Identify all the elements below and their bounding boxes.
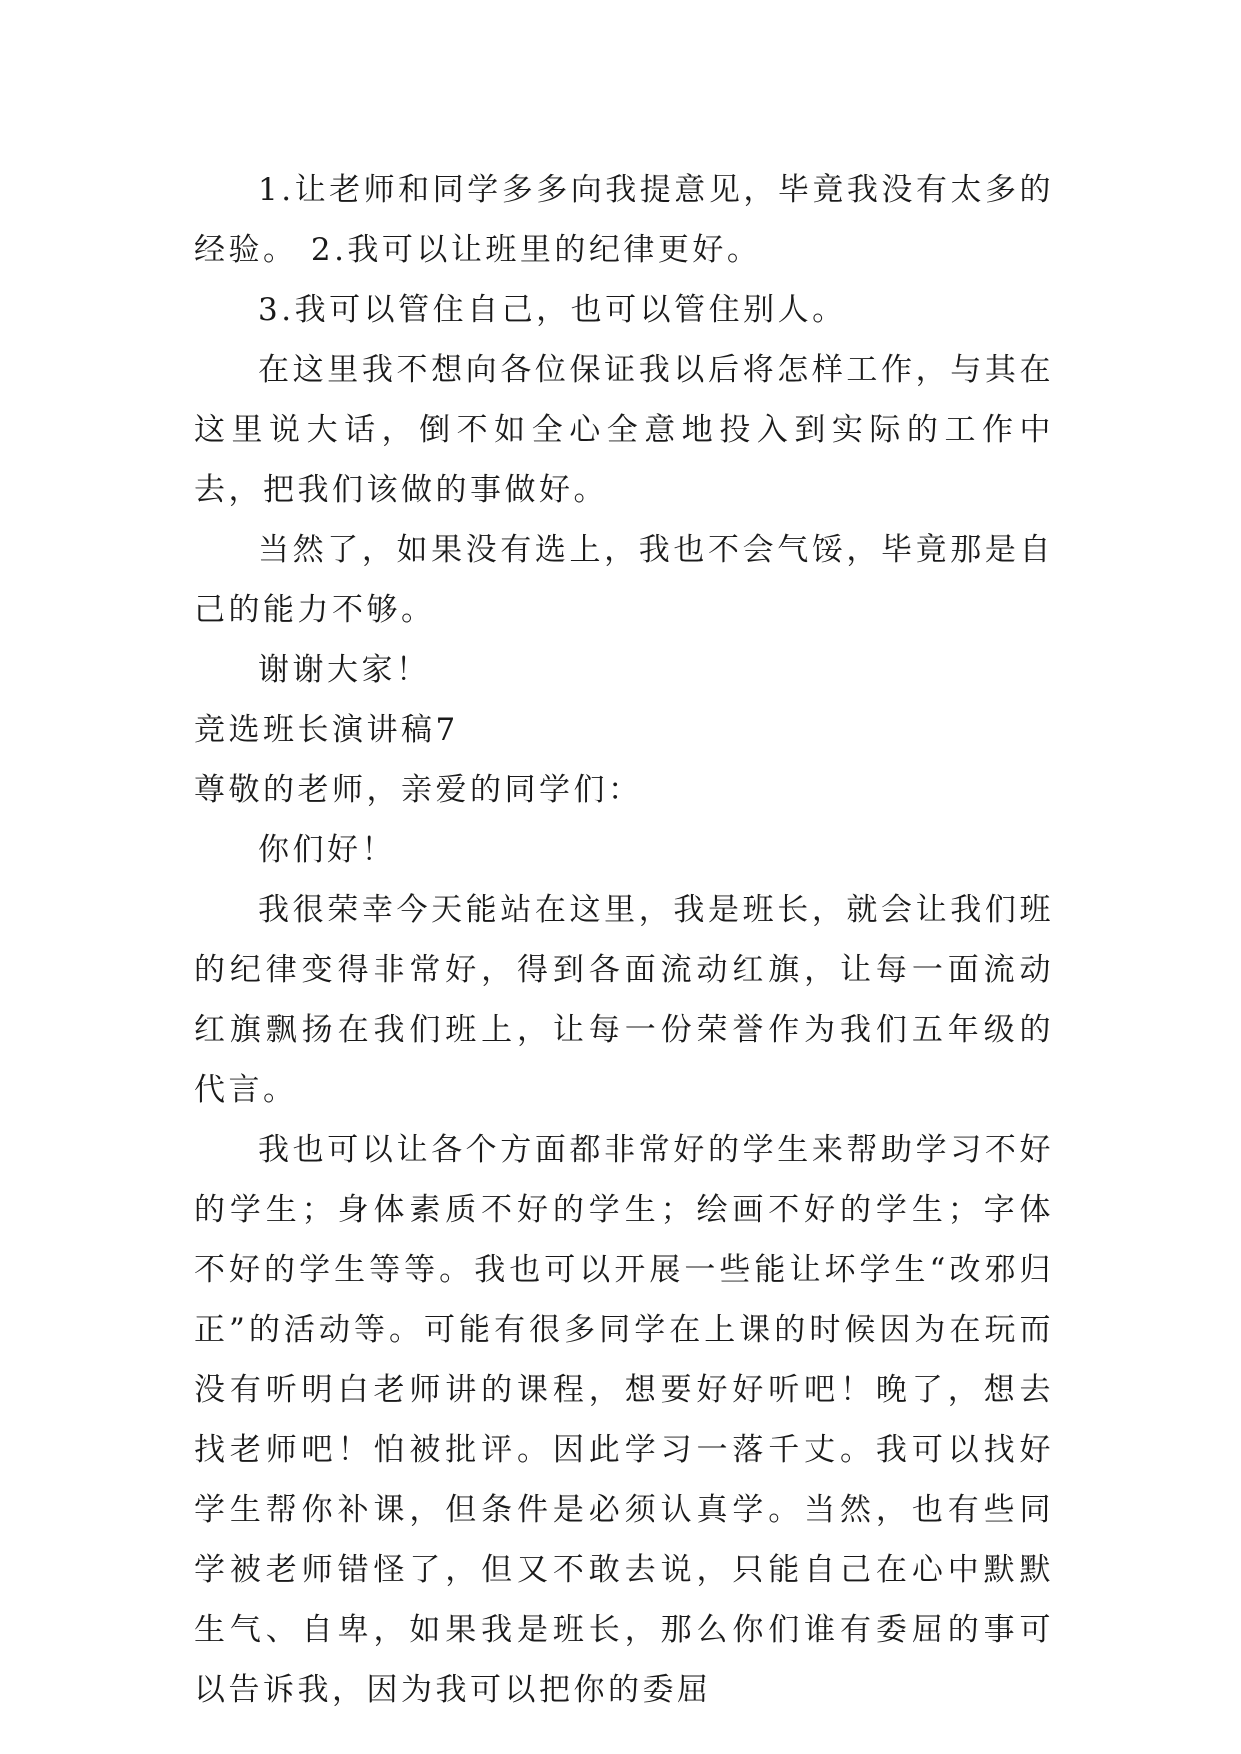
paragraph-self-discipline: 3.我可以管住自己，也可以管住别人。 — [258, 292, 847, 328]
paragraph-if-not-elected: 当然了，如果没有选上，我也不会气馁，毕竟那是自己的能力不够。 — [194, 532, 1054, 628]
paragraph-promise: 在这里我不想向各位保证我以后将怎样工作，与其在这里说大话，倒不如全心全意地投入到实际的工作中去，把我们该做的事做好。 — [194, 352, 1054, 508]
paragraph-honored: 我很荣幸今天能站在这里，我是班长，就会让我们班的纪律变得非常好，得到各面流动红旗，让每一面流动红旗飘扬在我们班上，让每一份荣誉作为我们五年级的代言。 — [194, 892, 1054, 1108]
salutation: 尊敬的老师，亲爱的同学们： — [194, 772, 643, 808]
paragraph-suggestions: 1.让老师和同学多多向我提意见，毕竟我没有太多的经验。 2.我可以让班里的纪律更好。 — [194, 172, 1054, 268]
speech-title: 竞选班长演讲稿7 — [194, 712, 459, 748]
greeting: 你们好！ — [258, 832, 396, 868]
paragraph-thanks: 谢谢大家！ — [258, 652, 431, 688]
paragraph-helping-students: 我也可以让各个方面都非常好的学生来帮助学习不好的学生；身体素质不好的学生；绘画不好的学生；字体不好的学生等等。我也可以开展一些能让坏学生“改邪归正”的活动等。可能有很多同学在上课的时候因为在玩而没有听明白老师讲的课程，想要好好听吧！晚了，想去找老师吧！怕被批评。因此学习一落千丈。我可以找好学生帮你补课，但条件是必须认真学。当然，也有些同学被老师错怪了，但又不敢去说，只能自己在心中默默生气、自卑，如果我是班长，那么你们谁有委屈的事可以告诉我，因为我可以把你的委屈 — [194, 1132, 1054, 1708]
document-body — [194, 160, 1054, 1720]
